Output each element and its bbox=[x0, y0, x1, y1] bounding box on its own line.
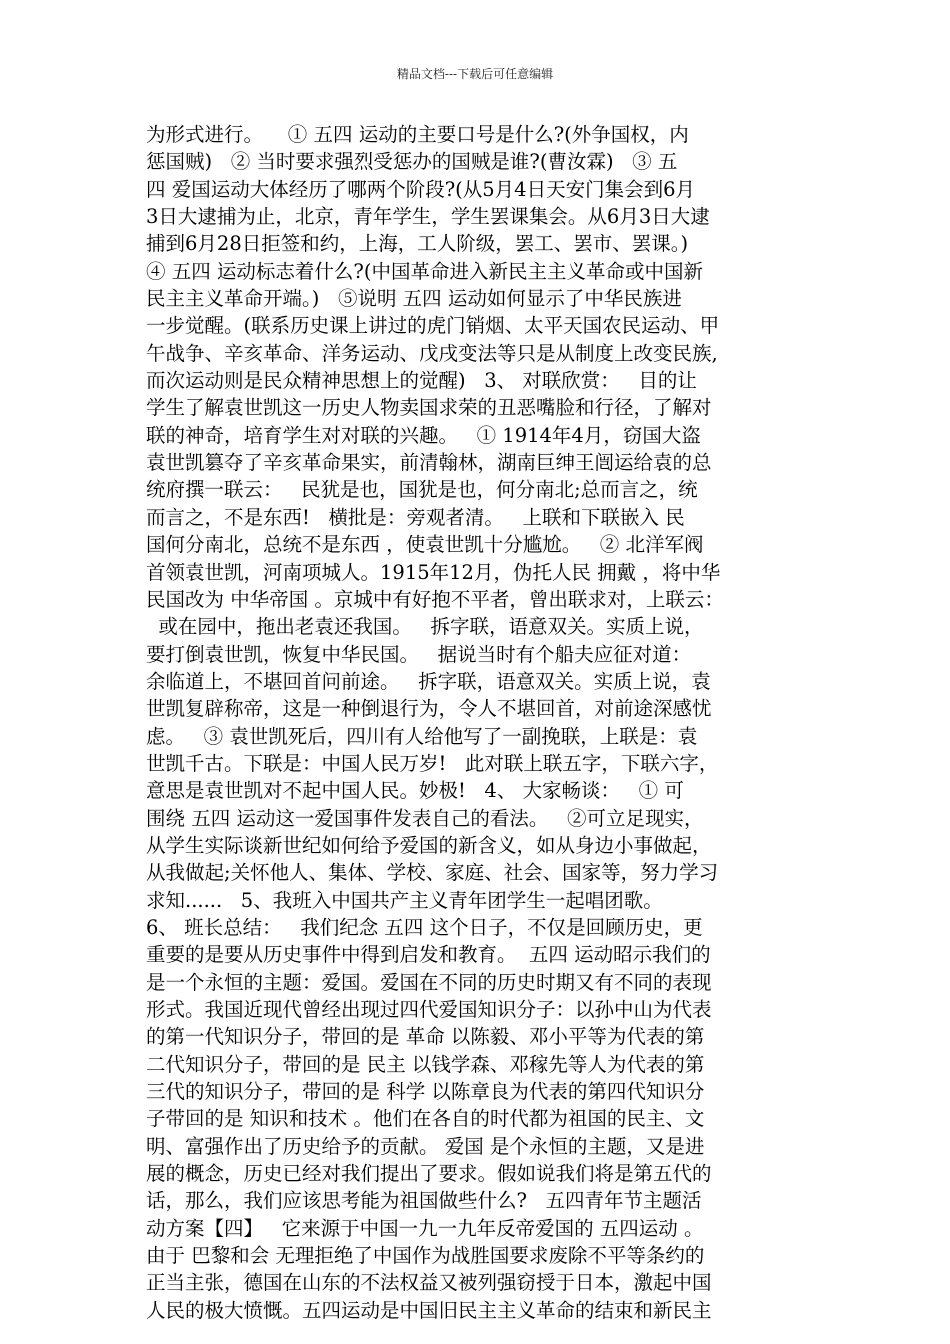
text-line: 重要的是要从历史事件中得到启发和教育。 五四 运动昭示我们的 bbox=[146, 943, 711, 967]
text-line: 动方案【四】 它来源于中国一九一九年反帝爱国的 五四运动 。 bbox=[146, 1216, 704, 1240]
body-text bbox=[146, 121, 816, 1324]
text-line: 余临道上，不堪回首问前途。 拆字联，语意双关。实质上说，袁 bbox=[146, 669, 711, 693]
text-line: 要打倒袁世凯，恢复中华民国。 据说当时有个船夫应征对道： bbox=[146, 642, 692, 666]
text-line: 联的神奇，培育学生对对联的兴趣。 ① 1914年4月，窃国大盗 bbox=[146, 423, 701, 447]
text-line: 袁世凯篡夺了辛亥革命果实，前清翰林，湖南巨绅王闿运给袁的总 bbox=[146, 451, 712, 475]
text-line: 四 爱国运动大体经历了哪两个阶段?(从5月4日天安门集会到6月 bbox=[146, 177, 695, 201]
text-line: 民国改为 中华帝国 。京城中有好抱不平者，曾出联求对，上联云： bbox=[146, 587, 724, 611]
text-line: 3日大逮捕为止，北京，青年学生，学生罢课集会。从6月3日大逮 bbox=[146, 205, 710, 229]
text-line: 二代知识分子，带回的是 民主 以钱学森、邓稼先等人为代表的第 bbox=[146, 1052, 705, 1076]
text-line: 三代的知识分子，带回的是 科学 以陈章良为代表的第四代知识分 bbox=[146, 1080, 705, 1104]
text-line: 正当主张，德国在山东的不法权益又被列强窃授于日本，激起中国 bbox=[146, 1271, 712, 1295]
text-line: 一步觉醒。(联系历史课上讲过的虎门销烟、太平天国农民运动、甲 bbox=[146, 314, 720, 338]
text-line: 展的概念，历史已经对我们提出了要求。假如说我们将是第五代的 bbox=[146, 1162, 712, 1186]
text-line: 围绕 五四 运动这一爱国事件发表自己的看法。 ②可立足现实， bbox=[146, 806, 704, 830]
text-line: 国何分南北，总统不是东西 ，使袁世凯十分尴尬。 ② 北洋军阀 bbox=[146, 533, 704, 557]
text-line: 从我做起;关怀他人、集体、学校、家庭、社会、国家等，努力学习 bbox=[146, 861, 719, 885]
text-line: 而言之，不是东西! 横批是：旁观者清。 上联和下联嵌入 民 bbox=[146, 505, 685, 529]
text-line: 虑。 ③ 袁世凯死后，四川有人给他写了一副挽联，上联是：袁 bbox=[146, 724, 698, 748]
text-line: 由于 巴黎和会 无理拒绝了中国作为战胜国要求废除不平等条约的 bbox=[146, 1244, 705, 1268]
text-line: 形式。我国近现代曾经出现过四代爱国知识分子：以孙中山为代表 bbox=[146, 998, 712, 1021]
text-line: 意思是袁世凯对不起中国人民。妙极! 4、 大家畅谈： ① 可 bbox=[146, 779, 684, 803]
text-line: 6、 班长总结： 我们纪念 五四 这个日子，不仅是回顾历史，更 bbox=[146, 915, 703, 939]
text-line: 明、富强作出了历史给予的贡献。 爱国 是个永恒的主题，又是进 bbox=[146, 1134, 705, 1158]
text-line: 是一个永恒的主题：爱国。爱国在不同的历史时期又有不同的表现 bbox=[146, 970, 712, 994]
text-line: 统府撰一联云： 民犹是也，国犹是也，何分南北;总而言之，统 bbox=[146, 478, 698, 502]
text-line: 学生了解袁世凯这一历史人物卖国求荣的丑恶嘴脸和行径，了解对 bbox=[146, 396, 712, 420]
text-line: 午战争、辛亥革命、洋务运动、戊戌变法等只是从制度上改变民族, bbox=[146, 341, 718, 365]
text-line: 而次运动则是民众精神思想上的觉醒) 3、 对联欣赏： 目的让 bbox=[146, 369, 697, 393]
page-header: 精品文档---下载后可任意编辑 bbox=[396, 67, 554, 81]
text-line: 话，那么，我们应该思考能为祖国做些什么? 五四青年节主题活 bbox=[146, 1189, 702, 1213]
text-line: 首领袁世凯，河南项城人。1915年12月，伪托人民 拥戴 ，将中华 bbox=[146, 560, 721, 584]
text-line: 求知...... 5、我班入中国共产主义青年团学生一起唱团歌。 bbox=[146, 888, 663, 912]
text-line: 子带回的是 知识和技术 。他们在各自的时代都为祖国的民主、文 bbox=[146, 1107, 705, 1131]
text-line: 人民的极大愤慨。五四运动是中国旧民主主义革命的结束和新民主 bbox=[146, 1298, 712, 1322]
text-line: ④ 五四 运动标志着什么?(中国革命进入新民主主义革命或中国新 bbox=[146, 259, 703, 283]
text-line: 世凯千古。下联是：中国人民万岁! 此对联上联五字，下联六字， bbox=[146, 751, 719, 775]
text-line: 惩国贼) ② 当时要求强烈受惩办的国贼是谁?(曹汝霖) ③ 五 bbox=[146, 150, 678, 174]
text-line: 为形式进行。 ① 五四 运动的主要口号是什么?(外争国权，内 bbox=[146, 123, 689, 146]
text-line: 民主主义革命开端。) ⑤说明 五四 运动如何显示了中华民族进 bbox=[146, 287, 682, 311]
text-line: 或在园中，拖出老袁还我国。 拆字联，语意双关。实质上说， bbox=[146, 615, 704, 639]
text-line: 世凯复辟称帝，这是一种倒退行为，令人不堪回首，对前途深感忧 bbox=[146, 697, 712, 721]
text-line: 的第一代知识分子，带回的是 革命 以陈毅、邓小平等为代表的第 bbox=[146, 1025, 705, 1049]
text-line: 从学生实际谈新世纪如何给予爱国的新含义，如从身边小事做起， bbox=[146, 833, 712, 857]
text-line: 捕到6月28日拒签和约，上海，工人阶级，罢工、罢市、罢课。) bbox=[146, 232, 689, 256]
